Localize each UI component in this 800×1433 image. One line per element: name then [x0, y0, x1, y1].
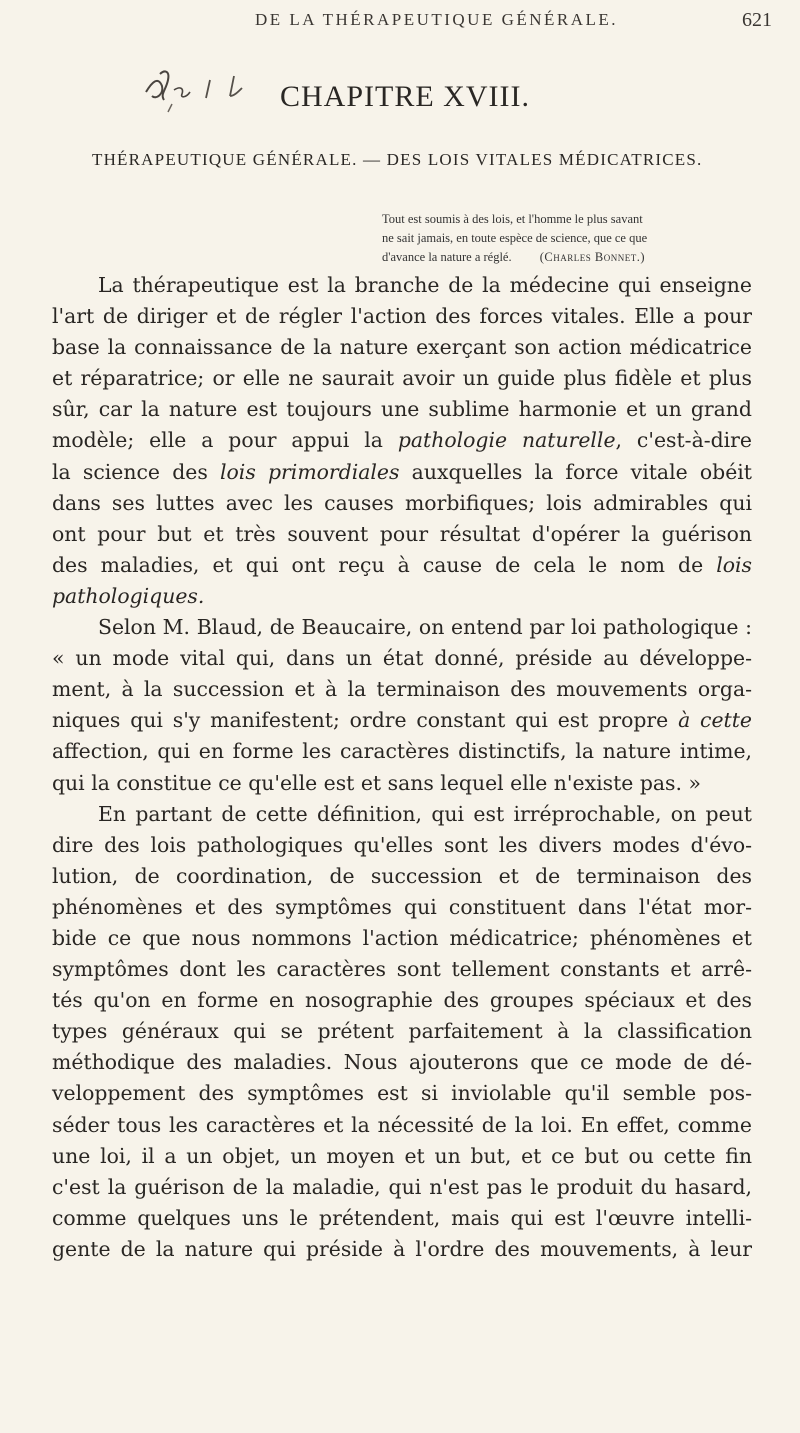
text-line [52, 705, 752, 736]
text-line: ont pour but et très souvent pour résultat d'opérer la guérison [52, 521, 752, 546]
italic-term: lois primordiales [220, 459, 400, 484]
text-line: l'art de diriger et de régler l'action des forces vitales. Elle a pour [52, 304, 752, 329]
text-fragment: des maladies, et qui ont reçu à cause de cela le nom de [52, 552, 717, 577]
text-line: La thérapeutique est la branche de la médecine qui enseigne [98, 273, 752, 297]
text-line: affection, qui en forme les caractères distinctifs, la nature intime, [52, 739, 752, 764]
text-line: comme quelques uns le prétendent, mais qui est l'œuvre intelli- [52, 1205, 752, 1230]
text-line: dans ses luttes avec les causes morbifiques; lois admirables qui [52, 490, 752, 515]
text-line: ment, à la succession et à la terminaison des mouvements orga- [52, 677, 752, 702]
text-line: Selon M. Blaud, de Beaucaire, on entend par loi pathologique : [98, 615, 752, 640]
italic-term: lois [716, 552, 752, 577]
text-line: tés qu'on en forme en nosographie des groupes spéciaux et des [52, 988, 752, 1013]
text-line: lution, de coordination, de succession et de terminaison des [52, 863, 752, 888]
text-line: qui la constitue ce qu'elle est et sans lequel elle n'existe pas. » [52, 770, 701, 795]
epigraph-line: Tout est soumis à des lois, et l'homme le plus savant [382, 212, 643, 226]
text-line: méthodique des maladies. Nous ajouterons que ce mode de dé- [52, 1050, 752, 1075]
italic-term: pathologiques. [52, 583, 205, 608]
text-line [52, 550, 752, 581]
text-line: et réparatrice; or elle ne saurait avoir un guide plus fidèle et plus [52, 366, 752, 391]
chapter-subtitle: THÉRAPEUTIQUE GÉNÉRALE. — DES LOIS VITALES MÉDICATRICES. [92, 150, 703, 169]
text-line: séder tous les caractères et la nécessité de la loi. En effet, comme [52, 1112, 752, 1137]
page-number: 621 [742, 9, 772, 31]
epigraph-line-text: d'avance la nature a réglé. [382, 250, 512, 264]
epigraph [382, 210, 742, 267]
text-line: En partant de cette définition, qui est irréprochable, on peut [98, 801, 752, 826]
text-line: « un mode vital qui, dans un état donné, préside au développe- [52, 646, 752, 671]
text-line: symptômes dont les caractères sont tellement constants et arrê- [52, 957, 752, 982]
text-line [52, 581, 752, 612]
text-line: types généraux qui se prétent parfaitement à la classification [52, 1019, 752, 1044]
italic-term: pathologie naturelle [397, 428, 616, 453]
chapter-title: CHAPITRE XVIII. [280, 80, 530, 113]
text-line: c'est la guérison de la maladie, qui n'est pas le produit du hasard, [52, 1174, 752, 1199]
italic-term: à cette [678, 708, 752, 733]
text-fragment: , c'est-à-dire [615, 428, 753, 453]
text-fragment: auxquelles la force vitale obéit [399, 459, 752, 484]
text-line: phénomènes et des symptômes qui constituent dans l'état mor- [52, 894, 752, 919]
text-line: dire des lois pathologiques qu'elles sont les divers modes d'évo- [52, 832, 752, 857]
body-text [52, 270, 752, 1265]
text-line [52, 457, 752, 488]
text-line: base la connaissance de la nature exerçant son action médicatrice [52, 335, 752, 360]
text-line: gente de la nature qui préside à l'ordre des mouvements, à leur [52, 1236, 752, 1261]
text-line: veloppement des symptômes est si inviolable qu'il semble pos- [52, 1081, 752, 1106]
text-fragment: modèle; elle a pour appui la [52, 428, 398, 453]
text-line [52, 425, 752, 456]
text-fragment: la science des [52, 459, 220, 484]
epigraph-line [382, 248, 742, 267]
text-line: sûr, car la nature est toujours une sublime harmonie et un grand [52, 397, 752, 422]
text-fragment: niques qui s'y manifestent; ordre constant qui est propre [52, 708, 679, 733]
epigraph-line: ne sait jamais, en toute espèce de science, que ce que [382, 231, 648, 245]
epigraph-author: (Charles Bonnet.) [539, 250, 645, 264]
handwritten-annotation-scribble [138, 52, 268, 122]
text-line: une loi, il a un objet, un moyen et un but, et ce but ou cette fin [52, 1143, 752, 1168]
running-head: DE LA THÉRAPEUTIQUE GÉNÉRALE. [255, 10, 619, 29]
text-line: bide ce que nous nommons l'action médicatrice; phénomènes et [52, 925, 752, 950]
